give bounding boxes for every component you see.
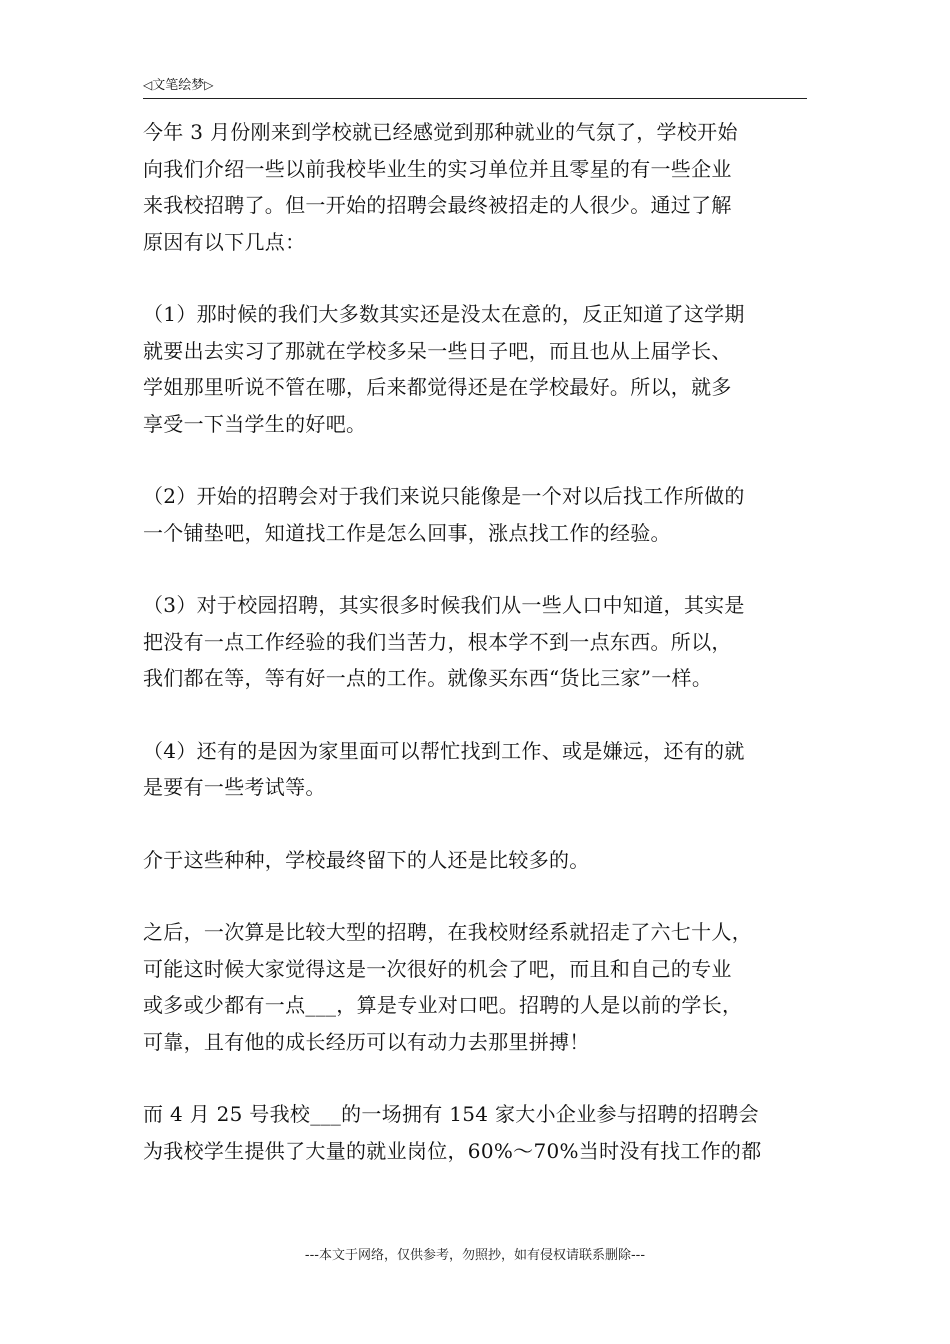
page-footer: ---本文于网络，仅供参考，勿照抄，如有侵权请联系删除--- bbox=[304, 1248, 646, 1263]
text-line: 可靠，且有他的成长经历可以有动力去那里拼搏！ bbox=[143, 1029, 590, 1054]
paragraph-gap bbox=[143, 1060, 807, 1096]
text-line: 把没有一点工作经验的我们当苦力，根本学不到一点东西。所以， bbox=[143, 629, 732, 654]
text-line: 学姐那里听说不管在哪，后来都觉得还是在学校最好。所以，就多 bbox=[143, 375, 732, 399]
paragraph bbox=[143, 587, 807, 697]
text-line: 介于这些种种，学校最终留下的人还是比较多的。 bbox=[143, 847, 590, 872]
paragraph-gap bbox=[143, 878, 807, 914]
text-line: 可能这时候大家觉得这是一次很好的机会了吧，而且和自己的专业 bbox=[143, 956, 732, 981]
text-line: （4）还有的是因为家里面可以帮忙找到工作、或是嫌远，还有的就 bbox=[143, 738, 745, 763]
left-triangle-icon: ◁ bbox=[143, 78, 153, 92]
paragraph-gap bbox=[143, 697, 807, 733]
text-line: 今年 3 月份刚来到学校就已经感觉到那种就业的气氛了，学校开始 bbox=[143, 120, 738, 144]
paragraph bbox=[143, 842, 807, 879]
text-line: 为我校学生提供了大量的就业岗位，60%～70%当时没有找工作的都 bbox=[143, 1138, 762, 1163]
text-line: 来我校招聘了。但一开始的招聘会最终被招走的人很少。通过了解 bbox=[143, 193, 732, 217]
paragraph-gap bbox=[143, 442, 807, 478]
text-line: （3）对于校园招聘，其实很多时候我们从一些人口中知道，其实是 bbox=[143, 593, 745, 617]
paragraph-gap bbox=[143, 551, 807, 587]
paragraph bbox=[143, 733, 807, 806]
header-divider bbox=[143, 98, 807, 99]
paragraph-gap bbox=[143, 806, 807, 842]
text-line: 或多或少都有一点___，算是专业对口吧。招聘的人是以前的学长， bbox=[143, 993, 743, 1017]
paragraph bbox=[143, 1096, 807, 1169]
text-line: 原因有以下几点： bbox=[143, 229, 306, 254]
paragraph bbox=[143, 114, 807, 260]
text-line: 而 4 月 25 号我校___的一场拥有 154 家大小企业参与招聘的招聘会 bbox=[143, 1102, 759, 1126]
text-line: （1）那时候的我们大多数其实还是没太在意的，反正知道了这学期 bbox=[143, 302, 745, 326]
paragraph bbox=[143, 296, 807, 442]
text-line: 我们都在等，等有好一点的工作。就像买东西“货比三家”一样。 bbox=[143, 666, 713, 690]
text-line: 向我们介绍一些以前我校毕业生的实习单位并且零星的有一些企业 bbox=[143, 156, 732, 181]
text-line: 一个铺垫吧，知道找工作是怎么回事，涨点找工作的经验。 bbox=[143, 520, 671, 545]
text-line: 就要出去实习了那就在学校多呆一些日子吧，而且也从上届学长、 bbox=[143, 338, 732, 363]
paragraph-gap bbox=[143, 260, 807, 296]
text-line: 是要有一些考试等。 bbox=[143, 775, 326, 799]
header-title: 文笔绘梦 bbox=[152, 78, 205, 93]
text-line: 之后，一次算是比较大型的招聘，在我校财经系就招走了六七十人， bbox=[143, 920, 752, 944]
paragraph bbox=[143, 914, 807, 1060]
text-line: 享受一下当学生的好吧。 bbox=[143, 411, 367, 436]
page-header bbox=[143, 74, 807, 98]
paragraph bbox=[143, 478, 807, 551]
text-line: （2）开始的招聘会对于我们来说只能像是一个对以后找工作所做的 bbox=[143, 484, 745, 508]
right-triangle-icon: ▷ bbox=[204, 78, 214, 92]
document-body bbox=[143, 114, 807, 1169]
